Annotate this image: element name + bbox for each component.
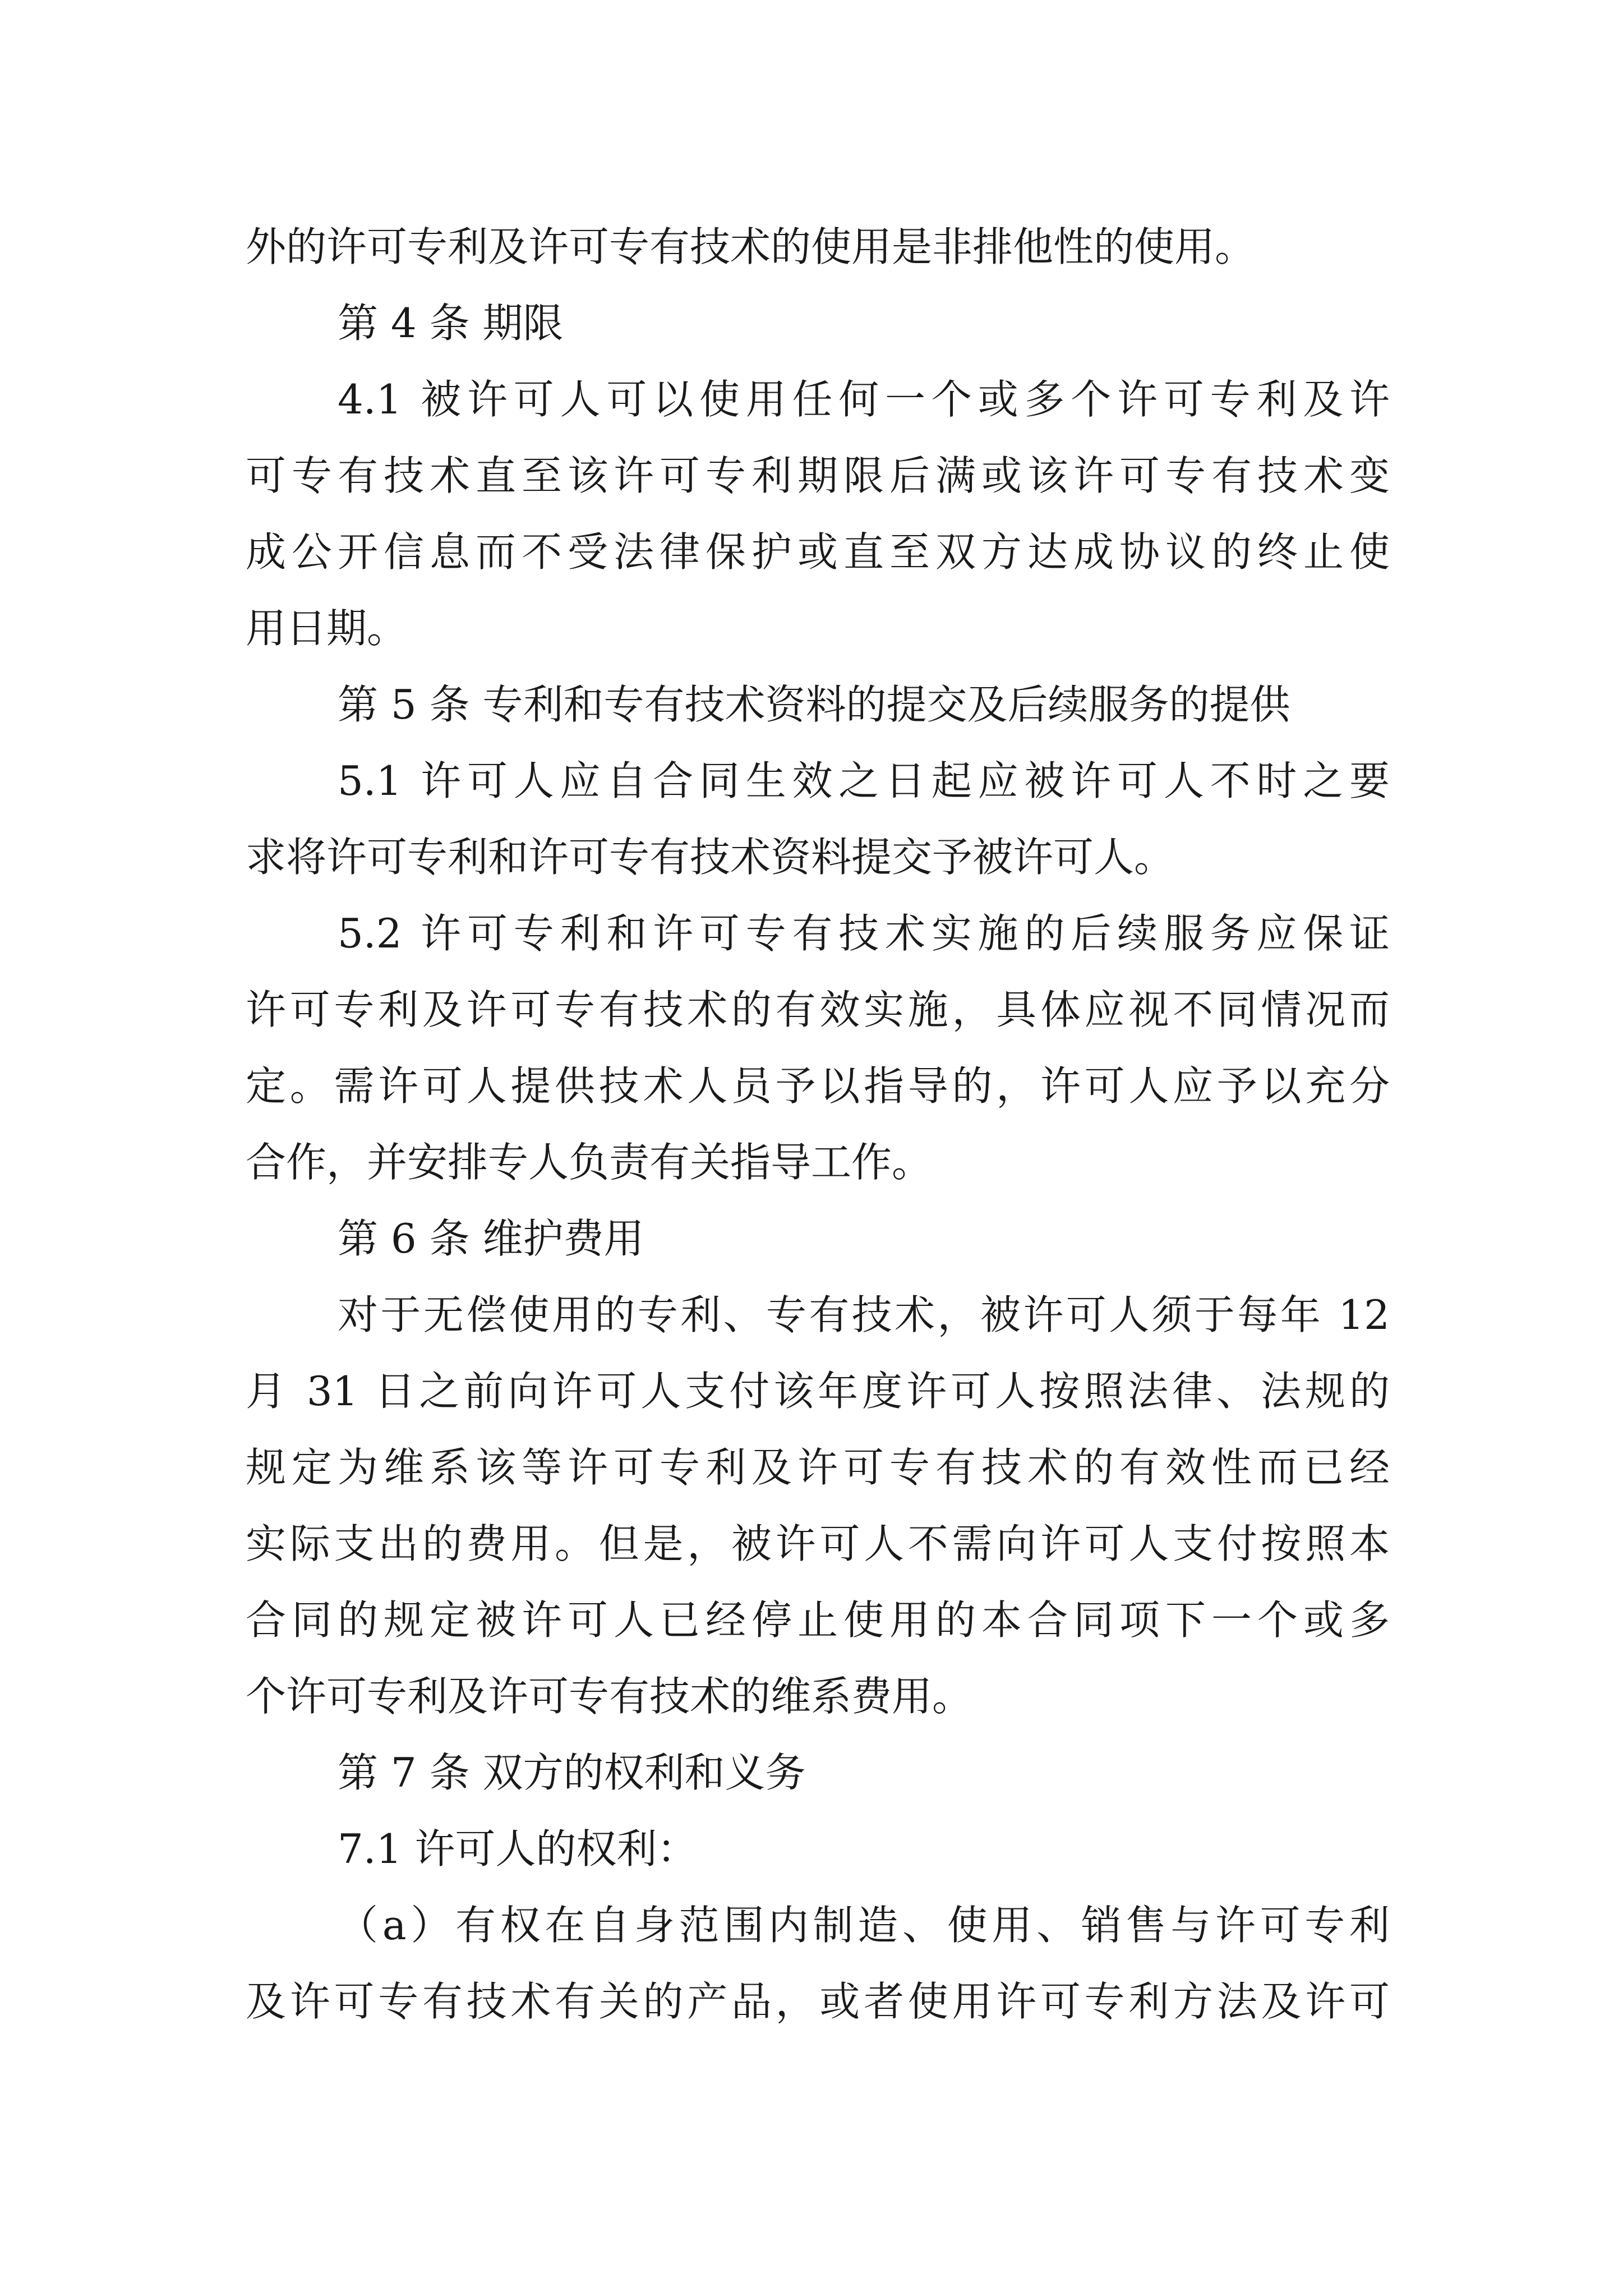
- section-heading: 第 4 条 期限: [338, 300, 564, 347]
- text-line: 实际支出的费用。但是，被许可人不需向许可人支付按照本: [246, 1520, 1390, 1567]
- text-line: 5.2 许可专利和许可专有技术实施的后续服务应保证: [338, 910, 1390, 957]
- text-line: 5.1 许可人应自合同生效之日起应被许可人不时之要: [338, 757, 1390, 804]
- text-line: 定。需许可人提供技术人员予以指导的，许可人应予以充分: [246, 1062, 1390, 1110]
- text-line: 及许可专有技术有关的产品，或者使用许可专利方法及许可: [246, 1978, 1390, 2025]
- text-line: 许可专利及许可专有技术的有效实施，具体应视不同情况而: [246, 986, 1390, 1033]
- text-line: 个许可专利及许可专有技术的维系费用。: [246, 1673, 973, 1720]
- text-line: 对于无偿使用的专利、专有技术，被许可人须于每年 12: [338, 1291, 1390, 1338]
- text-line: 4.1 被许可人可以使用任何一个或多个许可专利及许: [338, 376, 1390, 423]
- subsection-heading: 7.1 许可人的权利：: [338, 1825, 698, 1872]
- section-heading: 第 5 条 专利和专有技术资料的提交及后续服务的提供: [338, 681, 1290, 728]
- text-line: 合作，并安排专人负责有关指导工作。: [246, 1139, 933, 1186]
- text-line: （a）有权在自身范围内制造、使用、销售与许可专利: [338, 1902, 1390, 1949]
- text-line: 规定为维系该等许可专利及许可专有技术的有效性而已经: [246, 1444, 1390, 1491]
- text-line: 可专有技术直至该许可专利期限后满或该许可专有技术变: [246, 452, 1390, 499]
- text-line: 成公开信息而不受法律保护或直至双方达成协议的终止使: [246, 528, 1390, 576]
- section-heading: 第 6 条 维护费用: [338, 1215, 644, 1262]
- text-line: 用日期。: [246, 605, 408, 652]
- text-line: 外的许可专利及许可专有技术的使用是非排他性的使用。: [246, 223, 1256, 270]
- text-line: 求将许可专利和许可专有技术资料提交予被许可人。: [246, 834, 1175, 881]
- text-line: 月 31 日之前向许可人支付该年度许可人按照法律、法规的: [246, 1368, 1390, 1415]
- text-line: 合同的规定被许可人已经停止使用的本合同项下一个或多: [246, 1596, 1390, 1644]
- document-body: [246, 209, 1390, 2040]
- section-heading: 第 7 条 双方的权利和义务: [338, 1749, 806, 1796]
